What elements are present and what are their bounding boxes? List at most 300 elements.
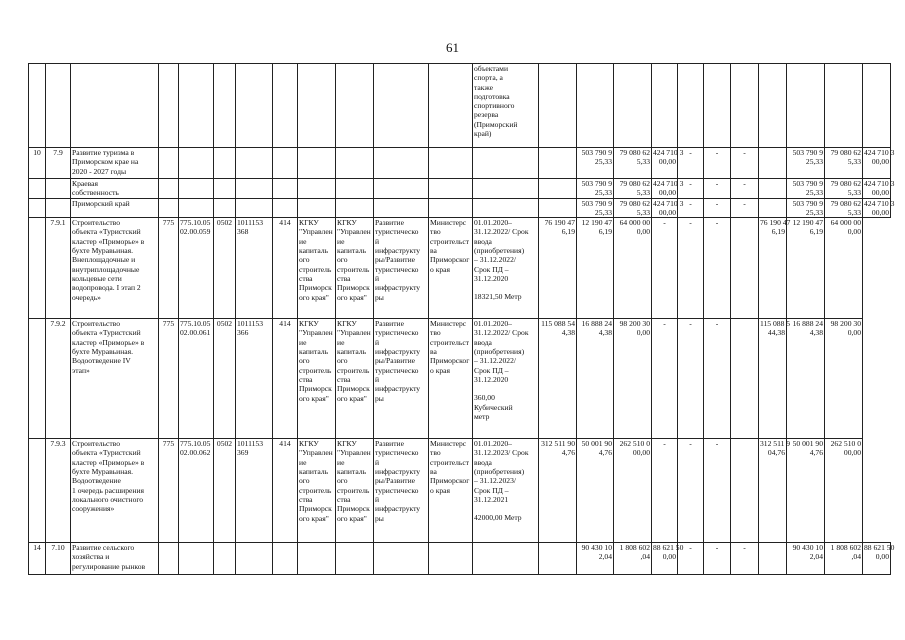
developer-cell [336, 218, 374, 319]
amount-regional [577, 218, 614, 319]
total-1 [759, 319, 791, 439]
empty-cell [214, 543, 236, 575]
deadline-cell-line: Срок ПД – [474, 485, 509, 495]
total-1-line: 2,04 [809, 552, 823, 562]
deadline-cell-line: 01.01.2020– [474, 218, 512, 228]
total-1-line: 312 511 9 [760, 439, 791, 449]
ministry-cell-line: тво [430, 328, 441, 338]
amount-federal [614, 439, 652, 543]
empty-cell [298, 148, 336, 179]
ministry-cell-line: строительст [430, 236, 470, 246]
empty-cell [429, 148, 473, 179]
name-cell [71, 319, 159, 439]
goal-cell-line: край) [474, 129, 492, 139]
amount-total-line: 76 190 47 [544, 218, 575, 228]
developer-cell-line: ого [337, 255, 348, 265]
total-2-line: 4,38 [809, 328, 823, 338]
goal-cell-line: туристическо [375, 448, 419, 458]
total-3-line: 98 200 30 [830, 319, 861, 329]
total-3-line: 0,00 [875, 552, 889, 562]
empty-cell [759, 543, 787, 575]
developer-cell-line: ства [337, 273, 351, 283]
customer-cell-line: КГКУ [299, 319, 319, 329]
deadline-cell-line: Срок ПД – [474, 264, 509, 274]
total-2-line: ,04 [851, 552, 861, 562]
customer-cell-line: капиталь [299, 246, 329, 256]
empty-cell [71, 64, 159, 148]
developer-cell-line: ства [337, 494, 351, 504]
deadline-cell-line: 31.12.2022/ Срок [474, 227, 529, 237]
empty-cell [787, 64, 825, 148]
name-cell-line: Строительство [72, 218, 120, 228]
name-cell-line: Краевая [72, 179, 98, 188]
customer-cell-line: строитель [299, 485, 332, 495]
developer-cell-line: строитель [337, 485, 370, 495]
total-1 [787, 543, 825, 575]
amount-federal-line: 00,00 [632, 448, 650, 458]
amount-federal-line: 64 000 00 [619, 218, 650, 228]
pr-cell: 0502 [214, 439, 236, 543]
spacer [474, 283, 537, 292]
goal-cell-line: (Приморский [474, 119, 518, 129]
developer-cell-line: "Управлен [337, 328, 371, 338]
rz-cell-line: 02.00.061 [180, 328, 211, 338]
total-1-line: 90 430 10 [792, 543, 823, 553]
empty-cell [298, 198, 336, 218]
total-2 [787, 439, 825, 543]
ministry-cell [429, 319, 473, 439]
empty-cell [759, 148, 787, 179]
table-row [29, 179, 891, 199]
ministry-cell-line: о края [430, 365, 451, 375]
amount-regional [577, 319, 614, 439]
page-number: 61 [446, 40, 459, 55]
dash-cell: - [678, 439, 704, 543]
amount-total [539, 439, 577, 543]
amount-federal-line: 262 510 0 [619, 439, 650, 449]
amount-federal-line: 424 710 3 [653, 148, 684, 157]
code-cell: 7.9 [46, 148, 71, 179]
capacity-line: 18321,50 Метр [474, 292, 522, 302]
empty-cell [179, 148, 214, 179]
rz-cell [179, 439, 214, 543]
csr-cell [236, 218, 273, 319]
customer-cell-line: ого [299, 356, 310, 366]
empty-cell [214, 64, 236, 148]
name-cell-line: бухте Муравьиная. [72, 467, 134, 477]
csr-cell-line: 369 [237, 448, 249, 458]
code-cell: 7.10 [46, 543, 71, 575]
name-cell [71, 179, 159, 199]
dash-cell: - [704, 198, 731, 218]
amount-federal-line: 0,00 [662, 552, 676, 562]
amount-federal-line: 424 710 3 [653, 198, 684, 208]
csr-cell-line: 1011153 [237, 319, 264, 329]
total-2-line: 79 080 62 [830, 198, 861, 208]
dash-cell: - [678, 148, 704, 179]
ministry-cell [429, 439, 473, 543]
amount-total-line: 115 088 54 [541, 319, 575, 329]
pr-cell: 0502 [214, 218, 236, 319]
empty-cell [652, 64, 678, 148]
customer-cell-line: "Управлен [299, 227, 333, 237]
empty-cell [214, 148, 236, 179]
table-row [29, 64, 891, 148]
amount-regional [614, 148, 652, 179]
empty-cell [273, 543, 298, 575]
total-1-line: 25,33 [805, 188, 823, 198]
capacity-line: Кубический [474, 402, 513, 412]
total-3-line: 0,00 [847, 227, 861, 237]
dash-cell: - [652, 218, 678, 319]
grbs-cell: 775 [159, 439, 179, 543]
name-cell-line: кластер «Приморье» в [72, 337, 145, 347]
empty-cell [429, 198, 473, 218]
customer-cell-line: ие [299, 457, 307, 467]
capacity-line: 42000,00 Метр [474, 513, 522, 523]
rz-cell-line: 775.10.05 [180, 319, 211, 329]
empty-cell [539, 179, 577, 199]
goal-cell-line: й [375, 494, 380, 504]
code-cell: 7.9.2 [46, 319, 71, 439]
empty-cell [336, 543, 374, 575]
total-1-line: 503 790 9 [792, 179, 823, 188]
amount-total-line: 503 790 9 [581, 179, 612, 188]
goal-cell-line: туристическо [375, 485, 419, 495]
developer-cell-line: "Управлен [337, 448, 371, 458]
amount-federal [652, 179, 684, 199]
amount-regional-line: 5,33 [636, 188, 650, 198]
ministry-cell-line: тво [430, 448, 441, 458]
developer-cell-line: строитель [337, 365, 370, 375]
deadline-cell-line: ввода [474, 457, 492, 467]
amount-federal [614, 319, 652, 439]
name-cell [71, 148, 159, 179]
goal-cell-line: инфраструкту [375, 467, 421, 477]
total-2 [787, 218, 825, 319]
amount-regional-line: 50 001 90 [581, 439, 612, 449]
amount-regional [614, 179, 652, 199]
empty-cell [298, 64, 336, 148]
name-cell [71, 198, 159, 218]
csr-cell-line: 366 [237, 328, 249, 338]
csr-cell-line: 1011153 [237, 439, 264, 449]
table-row [29, 439, 891, 543]
name-cell-line: объекта «Туристский [72, 328, 141, 338]
amount-regional-line: 5,33 [636, 207, 650, 217]
deadline-cell-line: 31.12.2023/ Срок [474, 448, 529, 458]
total-1-line: 44,38 [767, 328, 785, 338]
amount-federal [652, 148, 684, 179]
total-1-line: 04,76 [767, 448, 785, 458]
developer-cell [336, 439, 374, 543]
grbs-cell: 775 [159, 319, 179, 439]
goal-cell-line: спорта, а [474, 73, 503, 83]
empty-cell [336, 148, 374, 179]
customer-cell-line: "Управлен [299, 448, 333, 458]
total-2-line: 5,33 [847, 188, 861, 198]
total-1-line: 115 088 5 [760, 319, 791, 329]
empty-cell [214, 198, 236, 218]
name-cell-line: очередь» [72, 292, 101, 302]
empty-cell [236, 64, 273, 148]
empty-cell [179, 543, 214, 575]
goal-cell-line: инфраструкту [375, 283, 421, 293]
goal-cell-line: также [474, 82, 493, 92]
ministry-cell-line: строительст [430, 337, 470, 347]
empty-cell [336, 198, 374, 218]
total-3-line: 00,00 [871, 188, 889, 198]
customer-cell-line: строитель [299, 264, 332, 274]
dash-cell: - [704, 218, 731, 319]
empty-cell [759, 198, 787, 218]
amount-federal [652, 198, 684, 218]
empty-cell [236, 179, 273, 199]
customer-cell-line: ого края" [299, 393, 329, 403]
name-cell-line: внутриплощадочные [72, 264, 140, 274]
empty-cell [704, 64, 731, 148]
amount-federal-line: 424 710 3 [653, 179, 684, 188]
developer-cell-line: Приморск [337, 384, 370, 394]
amount-total [539, 218, 577, 319]
name-cell-line: бухте Муравьиная. [72, 347, 134, 357]
developer-cell-line: капиталь [337, 246, 367, 256]
deadline-cell-line: (приобретения) [474, 467, 525, 477]
code-cell: 7.9.1 [46, 218, 71, 319]
empty-cell [429, 543, 473, 575]
amount-regional-line: 1 808 602 [619, 543, 650, 553]
empty-cell [159, 543, 179, 575]
empty-cell [429, 64, 473, 148]
total-1-line: 25,33 [805, 207, 823, 217]
total-2-line: 6,19 [809, 227, 823, 237]
ministry-cell-line: Приморског [430, 476, 470, 486]
dash-cell: - [704, 148, 731, 179]
customer-cell-line: КГКУ [299, 439, 319, 449]
customer-cell [298, 439, 336, 543]
total-3-line: 00,00 [871, 207, 889, 217]
customer-cell-line: ого [299, 255, 310, 265]
empty-cell [577, 64, 614, 148]
empty-cell [179, 198, 214, 218]
amount-regional-line: 5,33 [636, 157, 650, 167]
table-row [29, 543, 891, 575]
goal-cell-line: Развитие [375, 439, 404, 449]
dash-cell: - [678, 198, 704, 218]
total-3 [825, 319, 863, 439]
capacity-line: 360,00 [474, 393, 495, 403]
row-number-cell: 14 [29, 543, 46, 575]
deadline-cell-line: ввода [474, 337, 492, 347]
dash-cell: - [731, 543, 759, 575]
row-number-cell [29, 319, 46, 439]
deadline-cell-line: ввода [474, 236, 492, 246]
goal-cell-line: й [375, 457, 380, 467]
total-1 [759, 218, 791, 319]
empty-cell [273, 64, 298, 148]
ministry-cell-line: ва [430, 246, 437, 256]
dash-cell: - [704, 319, 731, 439]
goal-cell-line: ры/Развитие [375, 356, 416, 366]
total-3-line: 00,00 [871, 157, 889, 167]
total-3 [825, 439, 863, 543]
empty-cell [273, 179, 298, 199]
goal-cell [374, 218, 429, 319]
empty-cell [236, 543, 273, 575]
goal-cell-line: подготовка [474, 91, 510, 101]
empty-cell [29, 64, 46, 148]
total-1 [787, 198, 825, 218]
csr-cell [236, 439, 273, 543]
goal-cell-line: Развитие [375, 319, 404, 329]
total-3 [863, 148, 895, 179]
developer-cell-line: КГКУ [337, 218, 357, 228]
rz-cell [179, 218, 214, 319]
dash-cell: - [678, 218, 704, 319]
empty-cell [159, 148, 179, 179]
developer-cell-line: ого [337, 356, 348, 366]
customer-cell-line: строитель [299, 365, 332, 375]
total-3-line: 424 710 3 [864, 148, 895, 157]
customer-cell-line: ого края" [299, 513, 329, 523]
empty-cell [731, 439, 759, 543]
developer-cell-line: ого [337, 476, 348, 486]
amount-federal-line: 00,00 [658, 188, 676, 198]
amount-total-line: 2,04 [598, 552, 612, 562]
empty-cell [614, 64, 652, 148]
amount-total [577, 148, 614, 179]
customer-cell-line: капиталь [299, 347, 329, 357]
deadline-cell [473, 439, 539, 543]
row-number-cell: 10 [29, 148, 46, 179]
code-cell: 7.9.3 [46, 439, 71, 543]
total-2-line: 79 080 62 [830, 179, 861, 188]
dash-cell: - [678, 543, 704, 575]
row-number-cell [29, 218, 46, 319]
total-2 [825, 179, 863, 199]
name-cell-line: регулирование рынков [72, 561, 146, 571]
empty-cell [759, 64, 787, 148]
amount-total-line: 503 790 9 [581, 198, 612, 208]
goal-cell-line: инфраструкту [375, 384, 421, 394]
name-cell-line: Развитие сельского [72, 543, 135, 553]
empty-cell [731, 319, 759, 439]
deadline-cell-line: 31.12.2021 [474, 494, 509, 504]
empty-cell [336, 179, 374, 199]
empty-cell [473, 148, 539, 179]
customer-cell [298, 218, 336, 319]
customer-cell-line: ие [299, 337, 307, 347]
total-1 [787, 148, 825, 179]
dash-cell: - [678, 179, 704, 199]
deadline-cell-line: 31.12.2020 [474, 374, 509, 384]
ministry-cell-line: Министерс [430, 439, 467, 449]
grbs-cell: 775 [159, 218, 179, 319]
amount-total-line: 6,19 [561, 227, 575, 237]
total-3-line: 64 000 00 [830, 218, 861, 228]
capacity-line: метр [474, 411, 490, 421]
total-2 [825, 543, 863, 575]
name-cell-line: Строительство [72, 319, 120, 329]
code-cell [46, 198, 71, 218]
total-2-line: 79 080 62 [830, 148, 861, 157]
total-2-line: 5,33 [847, 207, 861, 217]
csr-cell [236, 319, 273, 439]
vr-cell: 414 [273, 439, 298, 543]
ministry-cell-line: Министерс [430, 319, 467, 329]
goal-cell-line: инфраструкту [375, 504, 421, 514]
empty-cell [336, 64, 374, 148]
goal-cell-line: й [375, 236, 380, 246]
table-row [29, 319, 891, 439]
name-cell-line: собственность [72, 188, 119, 198]
total-1 [787, 179, 825, 199]
goal-cell-line: ры/Развитие [375, 255, 416, 265]
developer-cell-line: капиталь [337, 467, 367, 477]
total-2 [825, 198, 863, 218]
empty-cell [236, 198, 273, 218]
developer-cell-line: КГКУ [337, 439, 357, 449]
name-cell-line: Водоотведение [72, 476, 121, 486]
name-cell-line: Приморском крае на [72, 157, 139, 167]
name-cell-line: хозяйства и [72, 552, 110, 562]
empty-cell [298, 179, 336, 199]
spacer [474, 384, 537, 393]
goal-cell-line: ры [375, 513, 384, 523]
pr-cell: 0502 [214, 319, 236, 439]
developer-cell-line: ого края" [337, 393, 367, 403]
amount-federal-line: 98 200 30 [619, 319, 650, 329]
total-3-line: 262 510 0 [830, 439, 861, 449]
empty-cell [539, 198, 577, 218]
total-2-line: 1 808 602 [830, 543, 861, 553]
empty-cell [539, 543, 577, 575]
amount-total-line: 4,38 [561, 328, 575, 338]
ministry-cell-line: Министерс [430, 218, 467, 228]
goal-cell-line: объектами [474, 64, 509, 73]
deadline-cell-line: – 31.12.2022/ [474, 255, 516, 265]
total-3 [825, 218, 863, 319]
amount-regional-line: 6,19 [598, 227, 612, 237]
goal-cell-line: инфраструкту [375, 246, 421, 256]
ministry-cell-line: тво [430, 227, 441, 237]
developer-cell-line: "Управлен [337, 227, 371, 237]
total-3 [863, 198, 895, 218]
amount-regional-line: 79 080 62 [619, 179, 650, 188]
name-cell-line: локального очистного [72, 494, 144, 504]
deadline-cell [473, 218, 539, 319]
developer-cell-line: ства [337, 374, 351, 384]
goal-cell-line: Развитие [375, 218, 404, 228]
dash-cell: - [704, 439, 731, 543]
name-cell-line: Внеплощадочные и [72, 255, 136, 265]
rz-cell [179, 319, 214, 439]
customer-cell-line: Приморск [299, 504, 332, 514]
ministry-cell-line: о края [430, 485, 451, 495]
developer-cell-line: ого края" [337, 513, 367, 523]
csr-cell-line: 368 [237, 227, 249, 237]
goal-cell-line: й [375, 273, 380, 283]
developer-cell-line: Приморск [337, 504, 370, 514]
goal-cell-line: спортивного [474, 101, 515, 111]
total-2-line: 4,76 [809, 448, 823, 458]
total-1-line: 25,33 [805, 157, 823, 167]
amount-federal-line: 0,00 [636, 227, 650, 237]
name-cell-line: Развитие туризма в [72, 148, 135, 157]
vr-cell: 414 [273, 218, 298, 319]
name-cell [71, 218, 159, 319]
customer-cell [298, 319, 336, 439]
